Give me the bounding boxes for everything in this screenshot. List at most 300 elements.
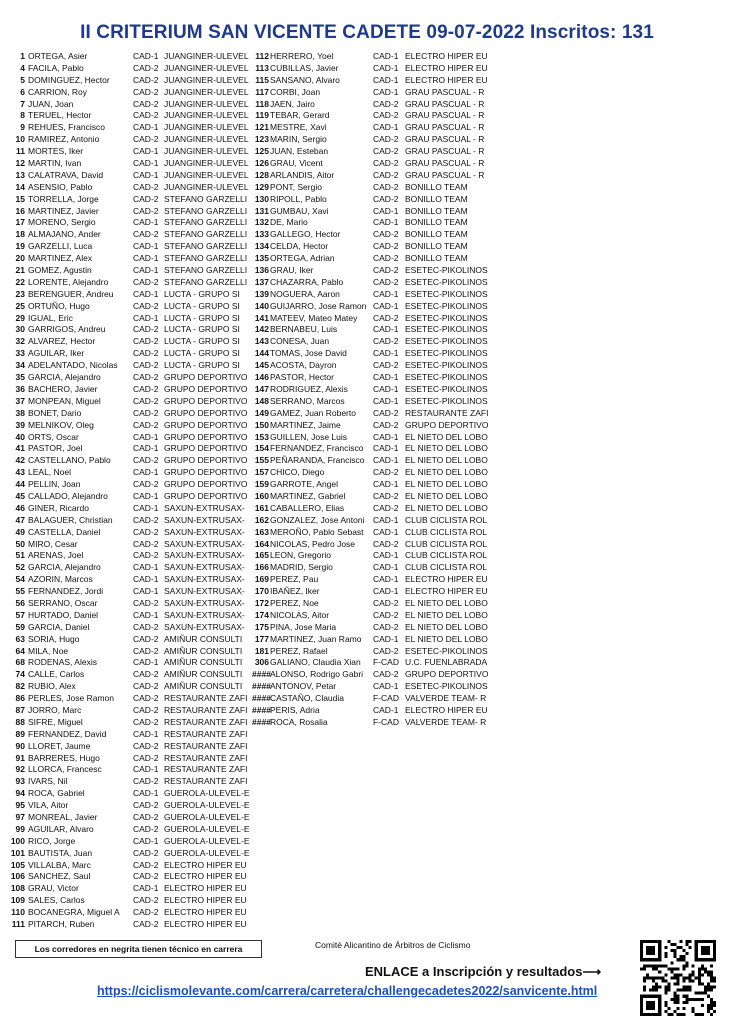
rider-number: 74 bbox=[15, 669, 25, 680]
rider-number: 112 bbox=[255, 51, 269, 61]
rider-category: CAD-2 bbox=[373, 312, 399, 323]
rider-row bbox=[252, 146, 514, 158]
rider-name: MARTINEZ, Gabriel bbox=[270, 490, 346, 501]
rider-category: CAD-2 bbox=[133, 704, 159, 715]
rider-team: AMIÑUR CONSULTI bbox=[164, 645, 243, 656]
rider-name: BACHERO, Javier bbox=[28, 383, 98, 394]
rider-name: MARTINEZ, Javier bbox=[28, 205, 99, 216]
rider-row bbox=[0, 99, 252, 111]
rider-number: 128 bbox=[254, 169, 269, 180]
rider-number: 37 bbox=[15, 395, 25, 406]
rider-name: HERRERO, Yoel bbox=[270, 51, 334, 61]
rider-team: JUANGINER-ULEVEL bbox=[164, 98, 249, 109]
rider-category: CAD-1 bbox=[133, 835, 159, 846]
rider-number: 164 bbox=[254, 538, 269, 549]
rider-name: RICO, Jorge bbox=[28, 835, 76, 846]
rider-row bbox=[0, 336, 252, 348]
rider-category: CAD-2 bbox=[133, 669, 159, 680]
rider-category: CAD-1 bbox=[133, 169, 159, 180]
rider-category: CAD-1 bbox=[133, 502, 159, 513]
rider-category: CAD-2 bbox=[133, 752, 159, 763]
rider-row bbox=[0, 657, 252, 669]
rider-name: CARRION, Roy bbox=[28, 86, 88, 97]
rider-name: NICOLAS, Pedro Jose bbox=[270, 538, 356, 549]
rider-category: CAD-2 bbox=[133, 74, 159, 85]
rider-name: RODENAS, Alexis bbox=[28, 657, 97, 668]
rider-row bbox=[0, 182, 252, 194]
rider-row bbox=[252, 432, 514, 444]
rider-category: CAD-2 bbox=[133, 919, 159, 930]
rider-category: CAD-1 bbox=[373, 633, 399, 644]
rider-name: MORTES, Iker bbox=[28, 146, 84, 157]
rider-category: CAD-2 bbox=[373, 669, 399, 680]
rider-number: 110 bbox=[11, 907, 25, 918]
rider-team: ELECTRO HIPER EU bbox=[405, 704, 488, 715]
rider-name: GUILLEN, Jose Luis bbox=[270, 431, 348, 442]
rider-row bbox=[0, 883, 252, 895]
rider-row bbox=[252, 360, 514, 372]
rider-category: CAD-2 bbox=[133, 847, 159, 858]
rider-number: 43 bbox=[15, 467, 25, 478]
rider-name: CELDA, Hector bbox=[270, 241, 329, 252]
rider-number: 14 bbox=[15, 181, 25, 192]
rider-number: 108 bbox=[10, 883, 25, 894]
rider-row bbox=[252, 336, 514, 348]
rider-number: 163 bbox=[254, 526, 269, 537]
rider-category: CAD-1 bbox=[133, 158, 159, 169]
rider-row bbox=[0, 265, 252, 277]
rider-category: CAD-2 bbox=[133, 193, 159, 204]
rider-category: CAD-1 bbox=[133, 467, 159, 478]
rider-name: PONT, Sergio bbox=[270, 181, 322, 192]
rider-number: 38 bbox=[15, 407, 25, 418]
rider-row bbox=[0, 848, 252, 860]
rider-number: 87 bbox=[15, 704, 25, 715]
qr-code-icon[interactable] bbox=[640, 940, 716, 1016]
rider-row bbox=[252, 657, 514, 669]
rider-row bbox=[252, 324, 514, 336]
rider-team: BONILLO TEAM bbox=[405, 229, 468, 240]
rider-number: 92 bbox=[15, 764, 25, 775]
rider-category: CAD-2 bbox=[133, 907, 159, 918]
rider-category: CAD-2 bbox=[133, 455, 159, 466]
rider-team: U.C. FUENLABRADA bbox=[405, 657, 488, 668]
rider-row bbox=[252, 622, 514, 634]
rider-category: CAD-2 bbox=[133, 740, 159, 751]
rider-team: GRAU PASCUAL - R bbox=[405, 146, 485, 157]
rider-number: 166 bbox=[254, 562, 269, 573]
rider-category: CAD-1 bbox=[133, 586, 159, 597]
rider-row bbox=[252, 562, 514, 574]
rider-team: BONILLO TEAM bbox=[405, 241, 468, 252]
rider-category: CAD-2 bbox=[373, 193, 399, 204]
rider-category: CAD-1 bbox=[133, 146, 159, 157]
rider-team: EL NIETO DEL LOBO bbox=[405, 443, 488, 454]
rider-row bbox=[0, 277, 252, 289]
rider-category: CAD-2 bbox=[133, 633, 159, 644]
rider-number: 20 bbox=[15, 253, 25, 264]
rider-team: ESETEC-PIKOLINOS bbox=[405, 383, 488, 394]
rider-name: PELLIN, Joan bbox=[28, 479, 81, 490]
rider-number: #### bbox=[252, 716, 271, 727]
rider-team: RESTAURANTE ZAFI bbox=[164, 716, 248, 727]
rider-name: CABALLERO, Elias bbox=[270, 502, 345, 513]
rider-row bbox=[252, 206, 514, 218]
rider-category: CAD-2 bbox=[133, 86, 159, 97]
rider-category: CAD-2 bbox=[133, 300, 159, 311]
rider-name: PEÑARANDA, Francisco bbox=[270, 455, 365, 466]
rider-category: CAD-1 bbox=[373, 455, 399, 466]
rider-row bbox=[0, 824, 252, 836]
rider-number: #### bbox=[252, 704, 271, 715]
rider-name: AZORIN, Marcos bbox=[28, 574, 93, 585]
rider-name: MARIN, Sergio bbox=[270, 134, 327, 145]
rider-name: ALONSO, Rodrigo Gabri bbox=[270, 669, 364, 680]
rider-row bbox=[252, 467, 514, 479]
rider-row bbox=[252, 217, 514, 229]
rider-category: CAD-2 bbox=[133, 693, 159, 704]
rider-name: ORTUÑO, Hugo bbox=[28, 300, 90, 311]
rider-row bbox=[0, 491, 252, 503]
rider-number: 18 bbox=[15, 229, 25, 240]
rider-row bbox=[0, 860, 252, 872]
rider-name: HURTADO, Daniel bbox=[28, 609, 99, 620]
rider-number: 170 bbox=[254, 586, 269, 597]
rider-row bbox=[0, 146, 252, 158]
rider-row bbox=[0, 372, 252, 384]
rider-name: TERUEL, Hector bbox=[28, 110, 92, 121]
rider-team: LUCTA - GRUPO SI bbox=[164, 288, 240, 299]
rider-number: 44 bbox=[15, 479, 25, 490]
rider-name: GUIJARRO, Jose Ramon bbox=[270, 300, 367, 311]
rider-name: LLORET, Jaume bbox=[28, 740, 91, 751]
rider-category: CAD-2 bbox=[373, 253, 399, 264]
rider-name: GALIANO, Claudia Xian bbox=[270, 657, 361, 668]
rider-number: 52 bbox=[15, 562, 25, 573]
rider-number: 54 bbox=[15, 574, 25, 585]
rider-name: RODRIGUEZ, Alexis bbox=[270, 383, 348, 394]
rider-number: 23 bbox=[15, 288, 25, 299]
rider-team: EL NIETO DEL LOBO bbox=[405, 455, 488, 466]
rider-row bbox=[252, 265, 514, 277]
rider-team: STEFANO GARZELLI bbox=[164, 265, 248, 276]
rider-team: SAXUN-EXTRUSAX- bbox=[164, 538, 245, 549]
rider-row bbox=[252, 527, 514, 539]
rider-number: 21 bbox=[15, 265, 25, 276]
rider-row bbox=[252, 75, 514, 87]
rider-team: CLUB CICLISTA ROL bbox=[405, 538, 488, 549]
rider-row bbox=[252, 348, 514, 360]
rider-number: 157 bbox=[254, 467, 269, 478]
rider-number: 10 bbox=[15, 134, 25, 145]
rider-name: JAEN, Jairo bbox=[270, 98, 315, 109]
rider-team: BONILLO TEAM bbox=[405, 181, 468, 192]
rider-number: 59 bbox=[15, 621, 25, 632]
rider-number: 111 bbox=[11, 919, 25, 930]
rider-category: CAD-1 bbox=[373, 586, 399, 597]
rider-row bbox=[0, 301, 252, 313]
rider-team: GUEROLA-ULEVEL-E bbox=[164, 835, 250, 846]
rider-name: TOMAS, Jose David bbox=[270, 348, 347, 359]
rider-row bbox=[252, 443, 514, 455]
rider-team: STEFANO GARZELLI bbox=[164, 276, 248, 287]
rider-category: CAD-2 bbox=[373, 467, 399, 478]
rider-category: CAD-2 bbox=[373, 609, 399, 620]
rider-row bbox=[252, 491, 514, 503]
rider-number: 8 bbox=[20, 110, 25, 121]
rider-row bbox=[0, 63, 252, 75]
rider-name: IVARS, Nil bbox=[28, 776, 68, 787]
rider-team: ELECTRO HIPER EU bbox=[405, 51, 488, 61]
rider-number: 161 bbox=[254, 502, 269, 513]
rider-team: EL NIETO DEL LOBO bbox=[405, 490, 488, 501]
rider-number: 177 bbox=[254, 633, 269, 644]
rider-team: ESETEC-PIKOLINOS bbox=[405, 395, 488, 406]
rider-name: PERIS, Adria bbox=[270, 704, 320, 715]
rider-name: CALLADO, Alejandro bbox=[28, 490, 108, 501]
rider-category: CAD-2 bbox=[373, 419, 399, 430]
rider-name: RIPOLL, Pablo bbox=[270, 193, 327, 204]
rider-category: CAD-1 bbox=[133, 241, 159, 252]
rider-team: AMIÑUR CONSULTI bbox=[164, 633, 243, 644]
rider-row bbox=[0, 788, 252, 800]
rider-row bbox=[252, 717, 514, 729]
rider-category: CAD-2 bbox=[133, 681, 159, 692]
results-link[interactable]: https://ciclismolevante.com/carrera/carretera/challengecadetes2022/sanvicente.html bbox=[97, 984, 598, 998]
rider-team: BONILLO TEAM bbox=[405, 253, 468, 264]
rider-name: BAUTISTA, Juan bbox=[28, 847, 93, 858]
rider-name: MATEEV, Mateo Matey bbox=[270, 312, 358, 323]
rider-team: EL NIETO DEL LOBO bbox=[405, 621, 488, 632]
rider-row bbox=[0, 134, 252, 146]
rider-category: CAD-2 bbox=[133, 348, 159, 359]
rider-row bbox=[252, 574, 514, 586]
rider-row bbox=[0, 75, 252, 87]
rider-category: CAD-1 bbox=[133, 764, 159, 775]
rider-name: CASTAÑO, Claudia bbox=[270, 693, 345, 704]
rider-team: GRUPO DEPORTIVO bbox=[164, 395, 248, 406]
rider-name: MORENO, Sergio bbox=[28, 217, 96, 228]
rider-number: 51 bbox=[15, 550, 25, 561]
rider-name: BONET, Dario bbox=[28, 407, 82, 418]
rider-team: EL NIETO DEL LOBO bbox=[405, 502, 488, 513]
committee-name: Comité Alicantino de Árbitros de Ciclismo bbox=[315, 940, 471, 950]
rider-number: 88 bbox=[15, 716, 25, 727]
rider-name: VILLALBA, Marc bbox=[28, 859, 91, 870]
rider-row bbox=[252, 646, 514, 658]
rider-category: F-CAD bbox=[373, 657, 399, 668]
rider-name: ALVAREZ, Hector bbox=[28, 336, 96, 347]
rider-number: 106 bbox=[10, 871, 25, 882]
rider-category: CAD-1 bbox=[373, 86, 399, 97]
rider-category: CAD-2 bbox=[133, 550, 159, 561]
rider-category: CAD-1 bbox=[373, 51, 399, 61]
rider-team: GRUPO DEPORTIVO bbox=[164, 407, 248, 418]
rider-name: CONESA, Juan bbox=[270, 336, 330, 347]
rider-row bbox=[0, 503, 252, 515]
rider-row bbox=[252, 503, 514, 515]
rider-number: 56 bbox=[15, 597, 25, 608]
rider-team: EL NIETO DEL LOBO bbox=[405, 633, 488, 644]
rider-team: LUCTA - GRUPO SI bbox=[164, 324, 240, 335]
rider-row bbox=[0, 919, 252, 931]
rider-category: CAD-2 bbox=[133, 110, 159, 121]
rider-team: BONILLO TEAM bbox=[405, 205, 468, 216]
rider-row bbox=[0, 776, 252, 788]
rider-number: 1 bbox=[20, 51, 25, 61]
rider-name: VILA, Aitor bbox=[28, 800, 69, 811]
rider-category: F-CAD bbox=[373, 693, 399, 704]
rider-row bbox=[0, 681, 252, 693]
rider-row bbox=[0, 753, 252, 765]
rider-number: 159 bbox=[254, 479, 269, 490]
rider-team: ESETEC-PIKOLINOS bbox=[405, 681, 488, 692]
rider-name: GARCIA, Alejandro bbox=[28, 372, 101, 383]
rider-name: GAMEZ, Juan Roberto bbox=[270, 407, 356, 418]
rider-team: LUCTA - GRUPO SI bbox=[164, 336, 240, 347]
rider-name: CASTELLANO, Pablo bbox=[28, 455, 111, 466]
rider-number: 145 bbox=[254, 360, 269, 371]
rider-team: GRUPO DEPORTIVO bbox=[164, 443, 248, 454]
rider-name: JUAN, Joan bbox=[28, 98, 74, 109]
rider-team: GRAU PASCUAL - R bbox=[405, 110, 485, 121]
rider-team: ESETEC-PIKOLINOS bbox=[405, 645, 488, 656]
rider-name: IBAÑEZ, Iker bbox=[270, 586, 320, 597]
riders-column-2 bbox=[252, 51, 514, 729]
rider-number: 40 bbox=[15, 431, 25, 442]
rider-name: JUAN, Esteban bbox=[270, 146, 329, 157]
rider-number: 132 bbox=[254, 217, 269, 228]
rider-row bbox=[0, 241, 252, 253]
rider-category: CAD-1 bbox=[373, 562, 399, 573]
rider-row bbox=[252, 182, 514, 194]
rider-name: REHUES, Francisco bbox=[28, 122, 105, 133]
rider-team: EL NIETO DEL LOBO bbox=[405, 479, 488, 490]
rider-row bbox=[0, 467, 252, 479]
rider-team: STEFANO GARZELLI bbox=[164, 253, 248, 264]
rider-row bbox=[252, 277, 514, 289]
rider-team: JUANGINER-ULEVEL bbox=[164, 86, 249, 97]
rider-row bbox=[0, 206, 252, 218]
rider-number: 50 bbox=[15, 538, 25, 549]
rider-number: 175 bbox=[254, 621, 269, 632]
rider-number: 64 bbox=[15, 645, 25, 656]
rider-category: CAD-2 bbox=[133, 526, 159, 537]
rider-name: SERRANO, Marcos bbox=[270, 395, 345, 406]
rider-category: CAD-2 bbox=[133, 812, 159, 822]
rider-number: 160 bbox=[254, 490, 269, 501]
rider-category: CAD-2 bbox=[133, 205, 159, 216]
rider-category: CAD-1 bbox=[373, 395, 399, 406]
rider-row bbox=[0, 408, 252, 420]
rider-number: 136 bbox=[254, 265, 269, 276]
rider-number: 118 bbox=[255, 98, 269, 109]
rider-number: 143 bbox=[254, 336, 269, 347]
rider-team: BONILLO TEAM bbox=[405, 217, 468, 228]
rider-row bbox=[0, 229, 252, 241]
rider-name: MARTINEZ, Juan Ramo bbox=[270, 633, 362, 644]
rider-category: CAD-1 bbox=[373, 574, 399, 585]
rider-row bbox=[0, 170, 252, 182]
rider-row bbox=[0, 515, 252, 527]
rider-team: GRUPO DEPORTIVO bbox=[164, 431, 248, 442]
rider-team: GRUPO DEPORTIVO bbox=[164, 455, 248, 466]
rider-row bbox=[0, 324, 252, 336]
rider-team: ELECTRO HIPER EU bbox=[405, 62, 488, 73]
rider-name: BOCANEGRA, Miguel A bbox=[28, 907, 120, 918]
rider-name: RAMIREZ, Antonio bbox=[28, 134, 100, 145]
rider-category: CAD-1 bbox=[373, 288, 399, 299]
rider-row bbox=[0, 384, 252, 396]
rider-team: SAXUN-EXTRUSAX- bbox=[164, 609, 245, 620]
rider-name: FACILA, Pablo bbox=[28, 62, 84, 73]
rider-row bbox=[0, 443, 252, 455]
rider-team: ESETEC-PIKOLINOS bbox=[405, 276, 488, 287]
rider-number: 133 bbox=[254, 229, 269, 240]
rider-category: CAD-1 bbox=[133, 657, 159, 668]
rider-number: 154 bbox=[254, 443, 269, 454]
rider-number: 155 bbox=[254, 455, 269, 466]
rider-number: 29 bbox=[15, 312, 25, 323]
rider-name: FERNANDEZ, Francisco bbox=[270, 443, 364, 454]
rider-number: 130 bbox=[254, 193, 269, 204]
rider-category: CAD-1 bbox=[373, 122, 399, 133]
rider-team: GUEROLA-ULEVEL-E bbox=[164, 823, 250, 834]
rider-number: 45 bbox=[15, 490, 25, 501]
rider-team: RESTAURANTE ZAFI bbox=[164, 764, 248, 775]
rider-row bbox=[0, 836, 252, 848]
rider-category: CAD-1 bbox=[373, 300, 399, 311]
rider-team: SAXUN-EXTRUSAX- bbox=[164, 514, 245, 525]
rider-team: GRUPO DEPORTIVO bbox=[164, 419, 248, 430]
rider-name: ORTEGA, Asier bbox=[28, 51, 88, 61]
rider-row bbox=[0, 217, 252, 229]
rider-row bbox=[252, 289, 514, 301]
rider-row bbox=[0, 669, 252, 681]
rider-number: 9 bbox=[20, 122, 25, 133]
rider-row bbox=[0, 527, 252, 539]
rider-team: VALVERDE TEAM- R bbox=[405, 693, 487, 704]
rider-category: CAD-2 bbox=[133, 62, 159, 73]
rider-name: PEREZ, Rafael bbox=[270, 645, 328, 656]
rider-category: CAD-1 bbox=[373, 526, 399, 537]
rider-team: ESETEC-PIKOLINOS bbox=[405, 372, 488, 383]
rider-team: SAXUN-EXTRUSAX- bbox=[164, 562, 245, 573]
rider-name: LEON, Gregorio bbox=[270, 550, 331, 561]
rider-number: 93 bbox=[15, 776, 25, 787]
rider-category: CAD-2 bbox=[373, 181, 399, 192]
rider-row bbox=[252, 634, 514, 646]
rider-name: DE, Mario bbox=[270, 217, 308, 228]
rider-category: CAD-2 bbox=[133, 895, 159, 906]
link-heading: ENLACE a Inscripción y resultados⟶ bbox=[365, 964, 602, 979]
rider-team: AMIÑUR CONSULTI bbox=[164, 657, 243, 668]
rider-row bbox=[0, 574, 252, 586]
rider-row bbox=[252, 396, 514, 408]
rider-name: GRAU, Vicent bbox=[270, 158, 323, 169]
rider-number: 11 bbox=[16, 146, 25, 157]
rider-category: CAD-1 bbox=[373, 372, 399, 383]
rider-team: GRAU PASCUAL - R bbox=[405, 169, 485, 180]
rider-team: ELECTRO HIPER EU bbox=[164, 871, 247, 882]
rider-category: CAD-2 bbox=[133, 276, 159, 287]
rider-number: 135 bbox=[254, 253, 269, 264]
rider-name: PASTOR, Joel bbox=[28, 443, 83, 454]
rider-team: LUCTA - GRUPO SI bbox=[164, 348, 240, 359]
rider-row bbox=[0, 122, 252, 134]
rider-category: CAD-2 bbox=[133, 479, 159, 490]
rider-name: NOGUERA, Aaron bbox=[270, 288, 340, 299]
